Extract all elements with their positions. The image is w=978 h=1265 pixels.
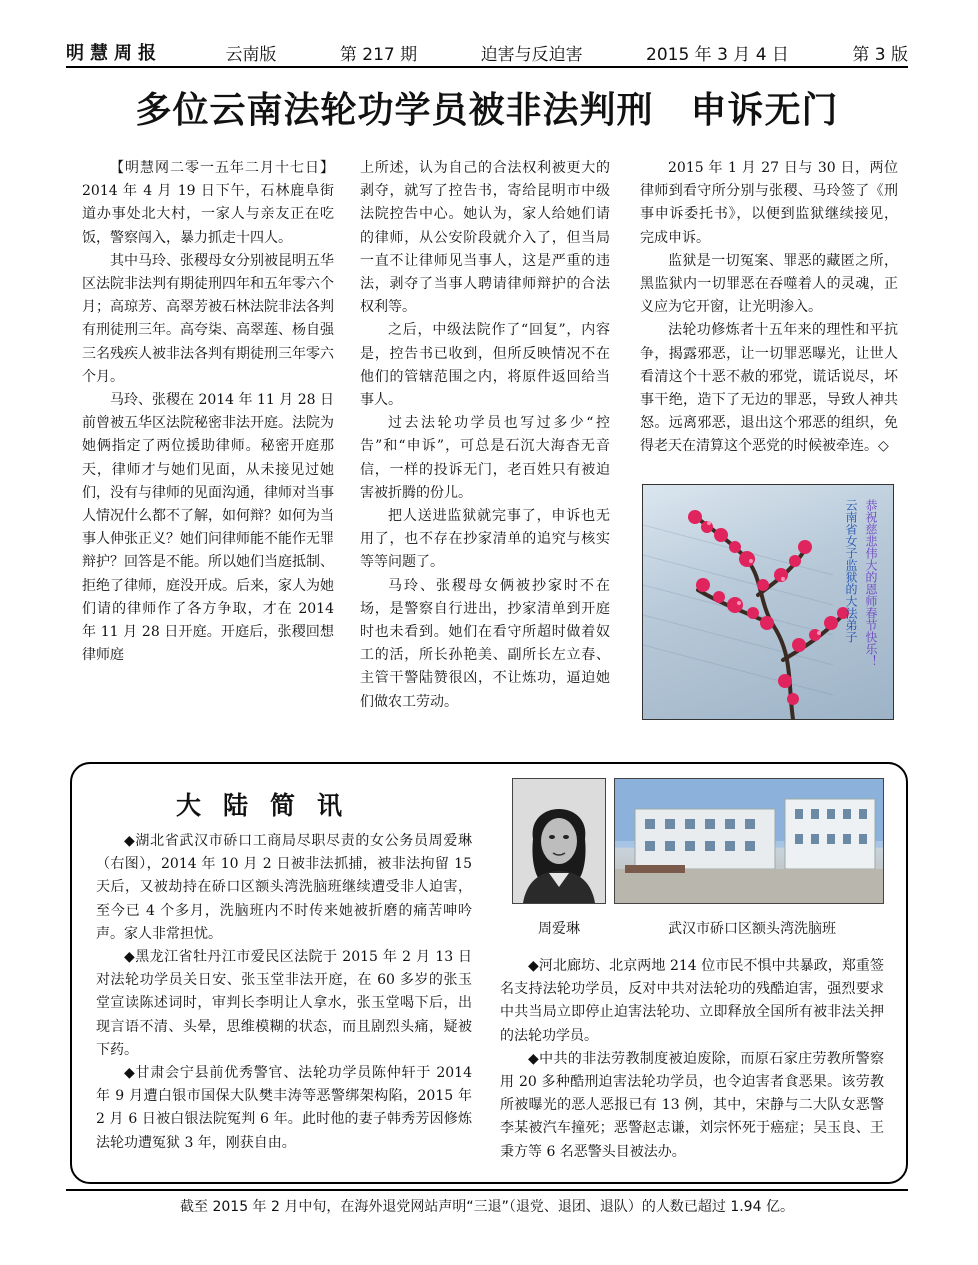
brief-item: ◆黑龙江省牡丹江市爱民区法院于 2015 年 2 月 13 日对法轮功学员关日安、张玉堂非法开庭，在 60 多岁的张玉堂宣读陈述词时，审判长李明让人拿水，张玉堂喝下后，出现言语不清、头晕，思维模糊的状态，而且剧烈头痛，疑被下药。 bbox=[96, 949, 472, 1058]
footer-notice: 截至 2015 年 2 月中旬，在海外退党网站声明“三退”（退党、退团、退队）的人数已超过 1.94 亿。 bbox=[180, 1199, 794, 1215]
article-column-1 bbox=[82, 157, 334, 667]
paragraph: 2015 年 1 月 27 日与 30 日，两位律师到看守所分别与张稷、马玲签了《刑事申诉委托书》，以便到监狱继续接见，完成申诉。 bbox=[640, 160, 898, 246]
paragraph: 过去法轮功学员也写过多少“控告”和“申诉”，可总是石沉大海杳无音信，一样的投诉无门，老百姓只有被迫害被折腾的份儿。 bbox=[360, 415, 610, 501]
building-caption: 武汉市硚口区额头湾洗脑班 bbox=[668, 921, 836, 937]
paper-name: 明慧周报 bbox=[66, 43, 162, 64]
masthead-rule bbox=[66, 66, 908, 68]
section-name: 迫害与反迫害 bbox=[480, 44, 583, 65]
briefs-title: 大陆简讯 bbox=[176, 791, 365, 820]
brief-item: ◆中共的非法劳教制度被迫废除，而原石家庄劳教所警察用 20 多种酷刑迫害法轮功学员，也令迫害者食恶果。该劳教所被曝光的恶人恶报已有 13 例，其中，宋静与二大队女恶警李某被汽车撞死；恶警赵志谦，刘宗怀死于癌症；吴玉良、王秉方等 6 名恶警头目被法办。 bbox=[500, 1050, 884, 1160]
paragraph: 【明慧网二零一五年二月十七日】2014 年 4 月 19 日下午，石林鹿阜街道办事处北大村，一家人与亲友正在吃饭，警察闯入，暴力抓走十四人。 bbox=[82, 160, 334, 246]
briefs-left-column bbox=[96, 830, 472, 1155]
brief-item: ◆甘肃会宁县前优秀警官、法轮功学员陈仲轩于 2014 年 9 月遭白银市国保大队樊丰涛等恶警绑架构陷，2015 年 2 月 6 日被白银法院冤判 6 年。此时他的妻子韩秀芳因修炼法轮功遭冤狱 3 年，刚获自由。 bbox=[96, 1065, 472, 1151]
masthead bbox=[66, 38, 908, 66]
article-column-3 bbox=[640, 157, 898, 459]
brief-item: ◆湖北省武汉市硚口工商局尽职尽责的女公务员周爱琳（右图），2014 年 10 月 2 日被非法抓捕，被非法拘留 15 天后，又被劫持在硚口区额头湾洗脑班继续遭受非人迫害，至今已 4 个多月，洗脑班内不时传来她被折磨的痛苦呻吟声。家人非常担忧。 bbox=[96, 833, 472, 942]
article-column-2 bbox=[360, 157, 610, 714]
paragraph: 法轮功修炼者十五年来的理性和平抗争，揭露邪恶，让一切罪恶曝光，让世人看清这个十恶不赦的邪党，谎话说尽，坏事干绝，造下了无边的罪恶，导致人神共怒。远离邪恶，退出这个邪恶的组织，免得老天在清算这个恶党的时候被牵连。◇ bbox=[640, 322, 898, 455]
portrait-illustration bbox=[513, 779, 605, 903]
footer-rule bbox=[66, 1189, 908, 1191]
paragraph: 把人送进监狱就完事了，申诉也无用了，也不存在抄家清单的追究与核实等等问题了。 bbox=[360, 508, 610, 571]
issue-number: 第 217 期 bbox=[339, 44, 418, 65]
briefs-right-column bbox=[500, 955, 884, 1164]
portrait-caption: 周爱琳 bbox=[538, 921, 580, 937]
headline: 多位云南法轮功学员被非法判刑 申诉无门 bbox=[135, 89, 839, 131]
paragraph: 马玲、张稷母女俩被抄家时不在场，是警察自行进出，抄家清单到开庭时也未看到。她们在看守所超时做着奴工的活，所长孙艳美、副所长左立春、主管干警陆赞很凶，不让炼功，逼迫她们做农工劳动。 bbox=[360, 577, 610, 710]
photo-caption-greeting: 恭祝慈悲伟大的恩师春节快乐！ bbox=[864, 499, 878, 667]
paragraph: 上所述，认为自己的合法权利被更大的剥夺，就写了控告书，寄给昆明市中级法院控告中心。她认为，家人给她们请的律师，从公安阶段就介入了，但当局一直不让律师见当事人，这是严重的违法，剥夺了当事人聘请律师辩护的合法权利等。 bbox=[360, 160, 610, 316]
paragraph: 马玲、张稷在 2014 年 11 月 28 日前曾被五华区法院秘密非法开庭。法院为她俩指定了两位援助律师。秘密开庭那天，律师才与她们见面，从未接见过她们，没有与律师的见面沟通，律师对当事人情况什么都不了解，如何辩？如何为当事人伸张正义？她们问律师能不能作无罪辩护？回答是不能。所以她们当庭抵制、拒绝了律师，庭没开成。后来，家人为她们请的律师作了各方争取，才在 2014 年 11 月 28 日开庭。开庭后，张稷回想律师庭 bbox=[82, 392, 334, 664]
plum-blossom-photo bbox=[642, 484, 894, 720]
paragraph: 监狱是一切冤案、罪恶的藏匿之所，黑监狱内一切罪恶在吞噬着人的灵魂，正义应为它开窗，让光明渗入。 bbox=[640, 252, 898, 316]
edition: 云南版 bbox=[225, 44, 277, 65]
portrait-photo bbox=[512, 778, 606, 904]
paragraph: 其中马玲、张稷母女分别被昆明五华区法院非法判有期徒刑四年和五年零六个月；高琼芳、高翠芳被石林法院非法各判有刑徒刑三年。高夸柒、高翠莲、杨自强三名残疾人被非法各判有期徒刑三年零六个月。 bbox=[82, 252, 334, 385]
building-photo bbox=[614, 778, 884, 904]
photo-caption-source: 云南省女子监狱的大法弟子 bbox=[844, 499, 858, 643]
issue-date: 2015 年 3 月 4 日 bbox=[646, 44, 789, 65]
paragraph: 之后，中级法院作了“回复”，内容是，控告书已收到，但所反映情况不在他们的管辖范围之内，将原件返回给当事人。 bbox=[360, 322, 610, 409]
brief-item: ◆河北廊坊、北京两地 214 位市民不惧中共暴政，郑重签名支持法轮功学员，反对中共对法轮功的残酷迫害，强烈要求中共当局立即停止迫害法轮功、立即释放全国所有被非法关押的法轮功学员。 bbox=[500, 958, 884, 1044]
page-number: 第 3 版 bbox=[852, 44, 908, 65]
building-illustration bbox=[615, 779, 883, 903]
